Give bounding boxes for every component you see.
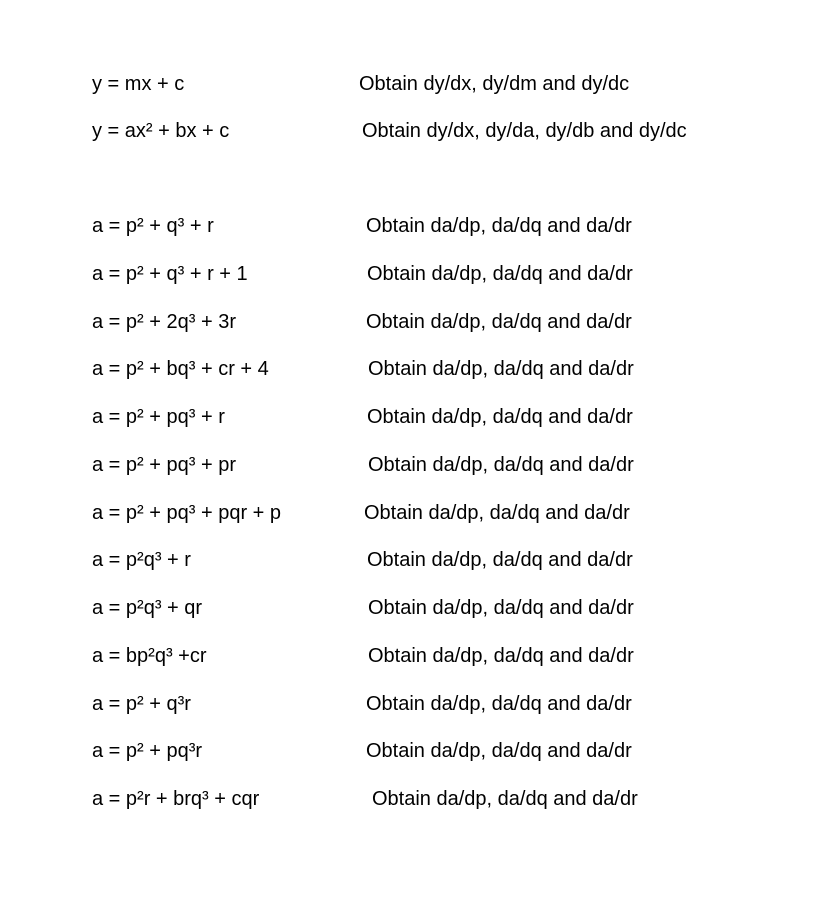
equation-text: a = p² + 2q³ + 3r [92, 311, 236, 333]
task-text: Obtain da/dp, da/dq and da/dr [368, 645, 634, 667]
task-text: Obtain da/dp, da/dq and da/dr [366, 740, 632, 762]
equation-text: a = p² + pq³ + pr [92, 454, 236, 476]
task-text: Obtain da/dp, da/dq and da/dr [368, 454, 634, 476]
task-text: Obtain da/dp, da/dq and da/dr [366, 215, 632, 237]
task-text: Obtain dy/dx, dy/da, dy/db and dy/dc [362, 120, 687, 142]
equation-text: a = p² + pq³r [92, 740, 203, 762]
task-text: Obtain da/dp, da/dq and da/dr [364, 502, 630, 524]
equation-text: a = p² + q³r [92, 693, 191, 715]
equation-text: y = mx + c [92, 73, 185, 95]
task-text: Obtain da/dp, da/dq and da/dr [366, 311, 632, 333]
task-text: Obtain da/dp, da/dq and da/dr [367, 263, 633, 285]
task-text: Obtain da/dp, da/dq and da/dr [368, 358, 634, 380]
task-text: Obtain da/dp, da/dq and da/dr [367, 549, 633, 571]
equation-text: a = p² + q³ + r [92, 215, 214, 237]
equation-text: a = p²q³ + qr [92, 597, 203, 619]
equation-text: a = p² + bq³ + cr + 4 [92, 358, 269, 380]
equation-text: a = p² + pq³ + pqr + p [92, 502, 282, 524]
task-text: Obtain dy/dx, dy/dm and dy/dc [359, 73, 630, 95]
task-text: Obtain da/dp, da/dq and da/dr [366, 693, 632, 715]
task-text: Obtain da/dp, da/dq and da/dr [367, 406, 633, 428]
equation-text: a = p² + q³ + r + 1 [92, 263, 248, 285]
equation-text: a = p² + pq³ + r [92, 406, 225, 428]
task-text: Obtain da/dp, da/dq and da/dr [368, 597, 634, 619]
equation-text: a = bp²q³ +cr [92, 645, 207, 667]
equation-text: y = ax² + bx + c [92, 120, 230, 142]
equation-text: a = p²r + brq³ + cqr [92, 788, 260, 810]
task-text: Obtain da/dp, da/dq and da/dr [372, 788, 638, 810]
equation-text: a = p²q³ + r [92, 549, 191, 571]
